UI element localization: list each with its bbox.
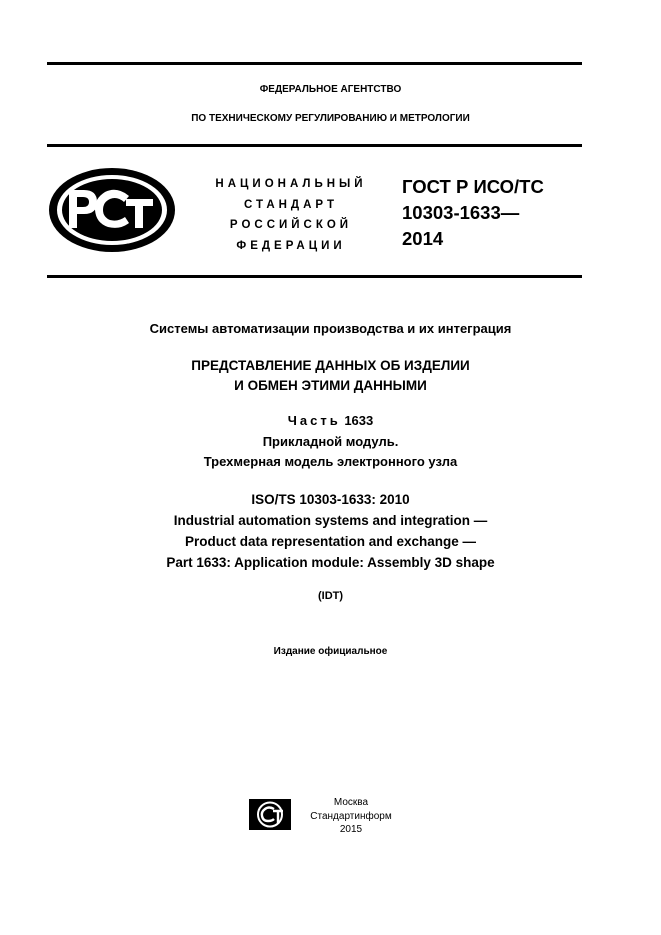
standard-designation	[402, 174, 602, 252]
edition-label: Издание официальное	[273, 646, 388, 657]
upper-rule	[47, 144, 582, 147]
part-word: Часть	[287, 413, 341, 428]
module-line-1: Прикладной модуль.	[262, 433, 399, 449]
iso-line-3: Product data representation and exchange —	[184, 534, 477, 549]
national-line-4: ФЕДЕРАЦИИ	[236, 239, 346, 252]
lower-rule	[47, 275, 582, 278]
part-heading	[0, 411, 661, 432]
agency-line-1: ФЕДЕРАЛЬНОЕ АГЕНТСТВО	[259, 84, 402, 95]
main-title	[0, 356, 661, 396]
national-standard-label	[196, 174, 386, 256]
publisher-name: Стандартинформ	[310, 810, 392, 822]
publisher-city: Москва	[333, 797, 369, 808]
national-line-3: РОССИЙСКОЙ	[229, 219, 353, 231]
part-number: 1633	[344, 413, 374, 428]
main-title-line-1: ПРЕДСТАВЛЕНИЕ ДАННЫХ ОБ ИЗДЕЛИИ	[191, 358, 470, 373]
national-line-2: СТАНДАРТ	[244, 198, 338, 211]
international-title	[0, 489, 661, 573]
standartinform-logo-icon	[249, 799, 291, 830]
iso-line-2: Industrial automation systems and integration —	[173, 513, 488, 528]
publication-year: 2015	[339, 824, 363, 835]
part-block	[0, 411, 661, 473]
gost-r-logo-icon	[47, 166, 177, 254]
designation-line-1: ГОСТ Р ИСО/ТС	[402, 176, 544, 197]
equivalence-label: (IDT)	[317, 590, 344, 602]
iso-line-4: Part 1633: Application module: Assembly 3D shape	[166, 555, 495, 570]
designation-line-3: 2014	[402, 228, 444, 249]
series-title: Системы автоматизации производства и их интеграция	[149, 321, 512, 336]
main-title-line-2: И ОБМЕН ЭТИМИ ДАННЫМИ	[234, 378, 427, 393]
iso-line-1: ISO/TS 10303-1633: 2010	[251, 492, 410, 507]
top-rule	[47, 62, 582, 65]
module-line-2: Трехмерная модель электронного узла	[203, 454, 458, 469]
national-line-1: НАЦИОНАЛЬНЫЙ	[215, 178, 367, 190]
agency-line-2: ПО ТЕХНИЧЕСКОМУ РЕГУЛИРОВАНИЮ И МЕТРОЛОГИИ	[191, 113, 470, 124]
publisher-imprint	[301, 796, 401, 837]
designation-line-2: 10303-1633—	[402, 202, 520, 223]
